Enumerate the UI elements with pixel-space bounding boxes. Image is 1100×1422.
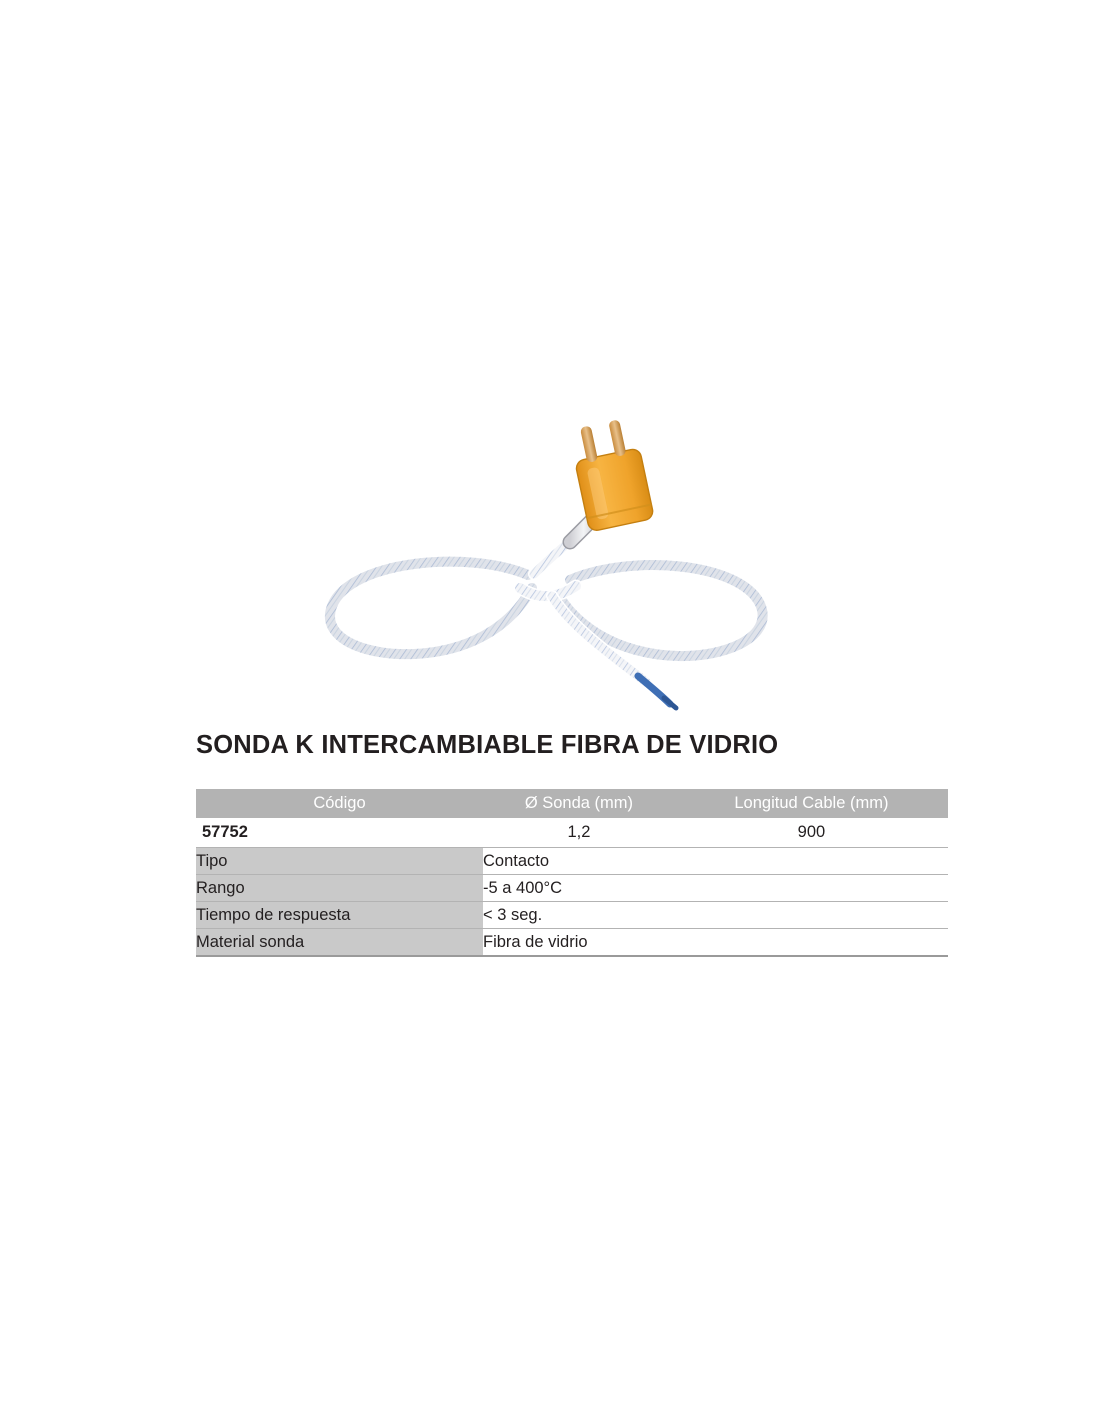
attribute-value: Fibra de vidrio [483,929,948,957]
table-row [196,848,948,875]
cell-diameter: 1,2 [483,818,675,848]
header-code: Código [196,789,483,818]
attribute-value: Contacto [483,848,948,875]
page-title: SONDA K INTERCAMBIABLE FIBRA DE VIDRIO [196,731,779,759]
table-row [196,929,948,957]
attribute-value: < 3 seg. [483,902,948,929]
specification-table [196,789,948,957]
table-header-row [196,789,948,818]
cell-code: 57752 [196,818,483,848]
attribute-label: Material sonda [196,929,483,957]
attribute-label: Rango [196,875,483,902]
cell-cable-length: 900 [675,818,948,848]
table-row [196,902,948,929]
attribute-label: Tiempo de respuesta [196,902,483,929]
table-row [196,818,948,848]
header-cable-length: Longitud Cable (mm) [675,789,948,818]
table-row [196,875,948,902]
attribute-label: Tipo [196,848,483,875]
product-image [270,420,830,720]
header-diameter: Ø Sonda (mm) [483,789,675,818]
attribute-value: -5 a 400°C [483,875,948,902]
